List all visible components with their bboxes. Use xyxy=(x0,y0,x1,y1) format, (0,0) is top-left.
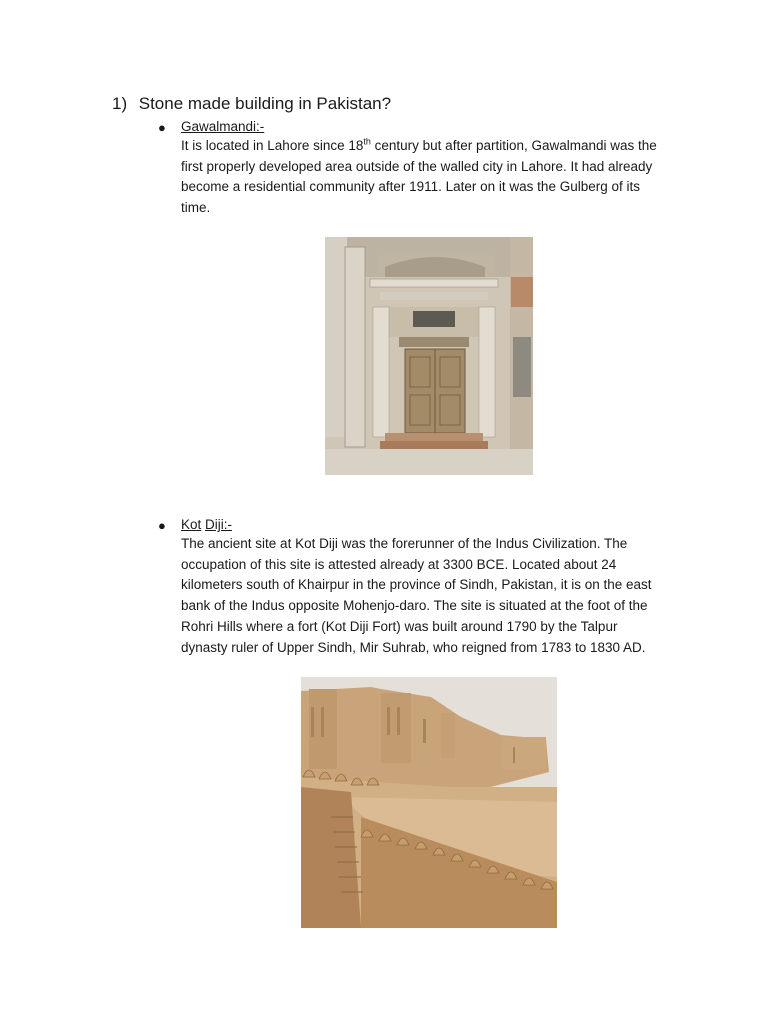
paragraph-line: time. xyxy=(181,200,211,216)
kot-diji-fort-photo xyxy=(301,677,557,928)
paragraph-line: bank of the Indus opposite Mohenjo-daro. The site is situated at the foot of the xyxy=(181,598,648,614)
paragraph-line: It is located in Lahore since 18th century but after partition, Gawalmandi was the xyxy=(181,136,657,153)
page-heading xyxy=(112,93,391,115)
gawalmandi-doorway-photo xyxy=(325,237,533,475)
paragraph-line: first properly developed area outside of the walled city in Lahore. It had already xyxy=(181,158,653,174)
bullet-icon: ● xyxy=(158,120,166,135)
paragraph-line: The ancient site at Kot Diji was the forerunner of the Indus Civilization. The xyxy=(181,536,628,551)
paragraph-gawalmandi xyxy=(181,136,681,219)
paragraph-line: Rohri Hills where a fort (Kot Diji Fort) was built around 1790 by the Talpur xyxy=(181,618,618,634)
paragraph-kot-diji xyxy=(181,534,681,658)
paragraph-line: kilometers south of Khairpur in the province of Sindh, Pakistan, it is on the east xyxy=(181,577,652,593)
paragraph-line: occupation of this site is attested already at 3300 BCE. Located about 24 xyxy=(181,556,617,572)
section-title-part: Diji:- xyxy=(205,517,233,532)
section-title-gawalmandi: Gawalmandi:- xyxy=(181,119,265,134)
heading-text: Stone made building in Pakistan? xyxy=(138,94,392,113)
paragraph-line: become a residential community after 1911. Later on it was the Gulberg of its xyxy=(181,179,640,195)
bullet-icon: ● xyxy=(158,518,166,533)
paragraph-line: dynasty ruler of Upper Sindh, Mir Suhrab, who reigned from 1783 to 1830 AD. xyxy=(181,639,646,655)
heading-number: 1) xyxy=(112,94,128,113)
section-title-part: Kot xyxy=(181,517,202,532)
section-title-kot-diji xyxy=(181,515,232,535)
